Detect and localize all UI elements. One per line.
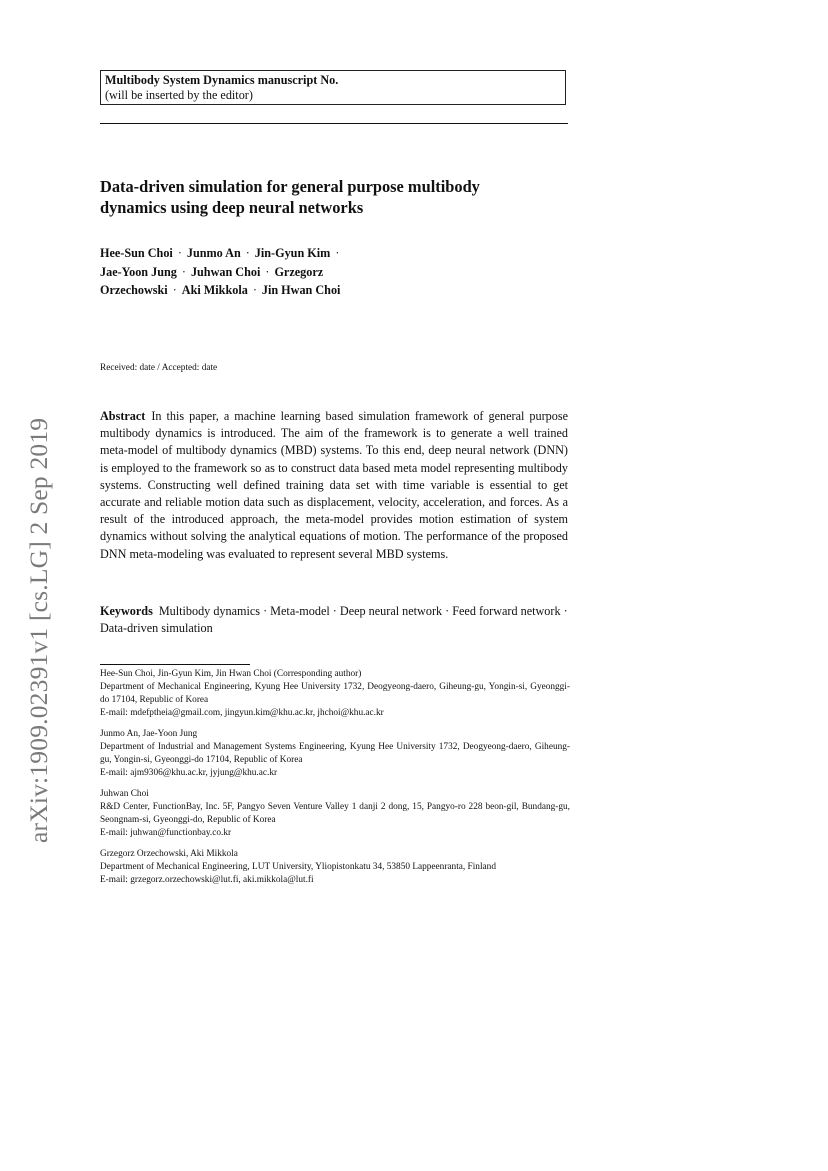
author-separator: · xyxy=(177,246,182,260)
header-rule xyxy=(100,123,568,124)
author-line-3 xyxy=(100,281,570,300)
affiliation-email: E-mail: grzegorz.orzechowski@lut.fi, aki.mikkola@lut.fi xyxy=(100,874,314,885)
author-line-2 xyxy=(100,263,570,282)
affiliation-names: Junmo An, Jae-Yoon Jung xyxy=(100,728,198,739)
affiliation-email: E-mail: juhwan@functionbay.co.kr xyxy=(100,828,232,839)
keywords xyxy=(100,603,568,637)
journal-header-box xyxy=(100,70,566,105)
affiliation-email: E-mail: ajm9306@khu.ac.kr, jyjung@khu.ac.kr xyxy=(100,768,278,779)
paper-title xyxy=(100,176,570,218)
title-line-1: Data-driven simulation for general purpose multibody xyxy=(100,177,480,196)
affiliation-department: Department of Mechanical Engineering, LUT University, Yliopistonkatu 34, 53850 Lappeenranta, Finland xyxy=(100,861,496,872)
affiliation-department: R&D Center, FunctionBay, Inc. 5F, Pangyo Seven Venture Valley 1 danji 2 dong, 15, Pangyo-ro 228 beon-gil, Bundang-gu, Seongnam-si, Gyeonggi-do, Republic of Korea xyxy=(100,801,570,825)
author-line-1 xyxy=(100,244,570,263)
author-name: Aki Mikkola xyxy=(181,283,248,297)
affiliation-block xyxy=(100,668,570,720)
footnote-rule xyxy=(100,664,250,665)
affiliation-block xyxy=(100,728,570,780)
author-name: Juhwan Choi xyxy=(190,264,261,279)
author-separator: · xyxy=(245,246,250,260)
affiliation-names: Grzegorz Orzechowski, Aki Mikkola xyxy=(100,848,238,859)
author-name: Jin Hwan Choi xyxy=(261,283,341,297)
author-separator: · xyxy=(335,246,340,260)
received-accepted-date: Received: date / Accepted: date xyxy=(100,363,218,373)
affiliation-block xyxy=(100,788,570,840)
affiliations xyxy=(100,668,570,894)
author-name: Grzegorz xyxy=(274,264,324,279)
affiliation-names: Juhwan Choi xyxy=(100,788,149,799)
author-name: Jin-Gyun Kim xyxy=(254,246,331,260)
author-separator: · xyxy=(265,264,270,279)
affiliation-email: E-mail: mdefptheia@gmail.com, jingyun.kim@khu.ac.kr, jhchoi@khu.ac.kr xyxy=(100,708,384,719)
author-name: Jae-Yoon Jung xyxy=(100,264,177,279)
affiliation-block xyxy=(100,848,570,887)
editor-note: (will be inserted by the editor) xyxy=(105,88,253,102)
abstract-label: Abstract xyxy=(100,409,146,423)
abstract xyxy=(100,408,568,563)
journal-name: Multibody System Dynamics manuscript No. xyxy=(105,73,339,87)
author-separator: · xyxy=(181,264,186,279)
keywords-label: Keywords xyxy=(100,604,153,618)
author-separator: · xyxy=(252,283,257,297)
author-name: Junmo An xyxy=(186,246,241,260)
author-separator: · xyxy=(172,283,177,297)
title-line-2: dynamics using deep neural networks xyxy=(100,198,364,217)
author-list xyxy=(100,244,570,300)
author-name: Orzechowski xyxy=(100,283,168,297)
abstract-text: In this paper, a machine learning based simulation framework of general purpose multibody dynamics is introduced. The aim of the framework is to generate a well trained meta-model of multibody dynamics (MBD) systems. To this end, deep neural network (DNN) is employed to the framework so as to construct data based meta model representing multibody systems. Constructing well defined training data set with time variable is essential to get accurate and reliable motion data such as displacement, velocity, acceleration, and forces. As a result of the introduced approach, the meta-model provides motion estimation of system dynamics without solving the analytical equations of motion. The performance of the proposed DNN meta-modeling was evaluated to represent several MBD systems. xyxy=(100,409,568,561)
arxiv-identifier-stamp: arXiv:1909.02391v1 [cs.LG] 2 Sep 2019 xyxy=(24,417,53,843)
affiliation-department: Department of Industrial and Management Systems Engineering, Kyung Hee University 1732, Deogyeong-daero, Giheung-gu, Yongin-si, Gyeonggi-do 17104, Republic of Korea xyxy=(100,741,570,766)
author-name: Hee-Sun Choi xyxy=(100,246,173,260)
keywords-text: Multibody dynamics · Meta-model · Deep neural network · Feed forward network · Data-driven simulation xyxy=(100,604,568,636)
affiliation-names: Hee-Sun Choi, Jin-Gyun Kim, Jin Hwan Choi (Corresponding author) xyxy=(100,669,362,679)
affiliation-department: Department of Mechanical Engineering, Kyung Hee University 1732, Deogyeong-daero, Giheung-gu, Yongin-si, Gyeonggi-do 17104, Republic of Korea xyxy=(100,682,570,706)
